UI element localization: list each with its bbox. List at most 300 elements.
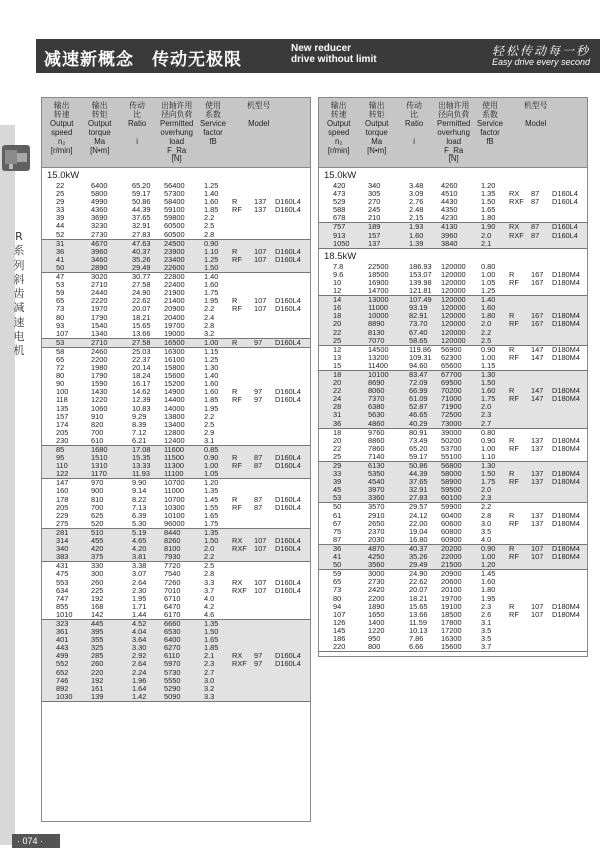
cell-load: 56900 <box>441 344 462 354</box>
model-type: RF <box>232 254 242 264</box>
cell-load: 10700 <box>164 478 185 488</box>
cell-speed: 95 <box>56 453 65 463</box>
cell-torque: 2890 <box>91 262 108 272</box>
model-group <box>319 429 587 462</box>
cell-speed: 22 <box>333 386 342 396</box>
cell-load: 120000 <box>441 303 466 313</box>
cell-torque: 1310 <box>91 461 108 471</box>
cell-service: 1.30 <box>481 369 496 379</box>
cell-torque: 22500 <box>368 261 389 271</box>
cell-load: 13400 <box>164 419 185 429</box>
model-type: RX <box>232 651 243 661</box>
model-type: R <box>509 386 515 396</box>
cell-load: 20100 <box>441 585 462 595</box>
right-spec-table <box>318 97 588 657</box>
cell-service: 2.6 <box>481 609 492 619</box>
cell-service: 1.25 <box>204 254 219 264</box>
model-size: 137 <box>531 435 544 445</box>
cell-speed: 33 <box>333 469 342 479</box>
cell-ratio: 20.07 <box>132 304 151 314</box>
model-size: 107 <box>254 536 267 546</box>
cell-torque: 7070 <box>368 335 385 345</box>
cell-speed: 443 <box>56 643 69 653</box>
cell-service: 3.3 <box>204 691 215 701</box>
model-size: 147 <box>531 352 544 362</box>
cell-service: 1.40 <box>481 295 496 305</box>
table-row <box>319 561 587 569</box>
model-size: 87 <box>531 222 540 232</box>
header-service: 使用 系数 Service factor fB <box>477 101 503 146</box>
header-model: 机型号 Model <box>247 101 271 128</box>
cell-service: 2.4 <box>204 312 215 322</box>
model-size: 137 <box>531 510 544 520</box>
cell-speed: 174 <box>56 419 69 429</box>
cell-load: 59100 <box>164 205 185 215</box>
cell-load: 19000 <box>164 328 185 338</box>
cell-service: 1.65 <box>481 205 496 215</box>
cell-speed: 1030 <box>56 691 73 701</box>
cell-torque: 610 <box>91 435 104 445</box>
cell-torque: 13000 <box>368 295 389 305</box>
cell-speed: 892 <box>56 683 69 693</box>
cell-load: 120000 <box>441 327 466 337</box>
cell-load: 55100 <box>441 451 462 461</box>
motor-code: D160L4 <box>275 651 301 661</box>
model-type: RXF <box>232 585 247 595</box>
cell-torque: 10000 <box>368 311 389 321</box>
cell-speed: 80 <box>56 312 65 322</box>
cell-torque: 14500 <box>368 344 389 354</box>
motor-code: D160L4 <box>275 205 301 215</box>
cell-service: 3.3 <box>204 577 215 587</box>
cell-service: 1.40 <box>204 272 219 282</box>
cell-speed: 107 <box>56 328 69 338</box>
table-row <box>42 264 310 272</box>
motor-code: D160L4 <box>275 246 301 256</box>
cell-torque: 900 <box>91 486 104 496</box>
cell-ratio: 2.30 <box>132 585 147 595</box>
cell-load: 5730 <box>164 667 181 677</box>
cell-ratio: 22.62 <box>132 296 151 306</box>
cell-ratio: 40.37 <box>409 543 428 553</box>
cell-load: 5550 <box>164 675 181 685</box>
motor-code: D180M4 <box>552 552 580 562</box>
table-row <box>42 470 310 478</box>
cell-torque: 810 <box>91 494 104 504</box>
cell-ratio: 18.21 <box>409 593 428 603</box>
cell-service: 1.50 <box>204 627 219 637</box>
cell-load: 5970 <box>164 659 181 669</box>
banner-slogan-en: Easy drive every second <box>491 57 590 67</box>
cell-load: 67700 <box>441 369 462 379</box>
cell-ratio: 37.65 <box>409 477 428 487</box>
cell-load: 6170 <box>164 609 181 619</box>
header-speed: 输出 转速 Output speed n₂ [r/min] <box>327 101 351 155</box>
cell-speed: 58 <box>56 346 65 356</box>
cell-ratio: 22.62 <box>409 577 428 587</box>
cell-service: 2.7 <box>204 667 215 677</box>
cell-service: 2.2 <box>204 411 215 421</box>
cell-speed: 65 <box>56 296 65 306</box>
cell-ratio: 27.83 <box>132 229 151 239</box>
motor-code: D160L4 <box>275 387 301 397</box>
cell-speed: 205 <box>56 427 69 437</box>
cell-service: 1.35 <box>204 486 219 496</box>
cell-ratio: 35.26 <box>409 552 428 562</box>
cell-service: 2.8 <box>204 569 215 579</box>
cell-load: 3840 <box>441 238 458 248</box>
cell-torque: 168 <box>91 601 104 611</box>
model-group <box>42 182 310 240</box>
model-type: RXF <box>232 659 247 669</box>
cell-service: 1.45 <box>481 569 496 579</box>
header-service: 使用 系数 Service factor fB <box>200 101 226 146</box>
cell-service: 2.8 <box>204 229 215 239</box>
cell-service: 1.80 <box>481 311 496 321</box>
cell-ratio: 12.39 <box>132 395 151 405</box>
table-row <box>319 536 587 544</box>
cell-torque: 8890 <box>368 319 385 329</box>
motor-code: D160L4 <box>275 585 301 595</box>
cell-service: 1.65 <box>204 635 219 645</box>
cell-ratio: 47.63 <box>132 238 151 248</box>
cell-torque: 4870 <box>368 543 385 553</box>
cell-speed: 383 <box>56 552 69 562</box>
gear-motor-icon <box>2 145 30 171</box>
cell-service: 2.0 <box>481 485 492 495</box>
cell-torque: 300 <box>91 569 104 579</box>
cell-ratio: 24.90 <box>132 288 151 298</box>
model-size: 167 <box>531 269 544 279</box>
banner-title: 减速新概念 传动无极限 <box>44 50 242 69</box>
cell-service: 3.7 <box>204 585 215 595</box>
cell-speed: 47 <box>56 272 65 282</box>
cell-torque: 260 <box>91 577 104 587</box>
cell-torque: 270 <box>368 197 381 207</box>
cell-torque: 2200 <box>91 354 108 364</box>
motor-code: D160L4 <box>275 536 301 546</box>
cell-ratio: 82.91 <box>409 311 428 321</box>
cell-ratio: 44.39 <box>132 205 151 215</box>
cell-service: 1.00 <box>204 337 219 347</box>
cell-ratio: 7.13 <box>132 502 147 512</box>
cell-speed: 22 <box>333 327 342 337</box>
model-size: 107 <box>531 543 544 553</box>
model-group <box>319 296 587 346</box>
cell-torque: 3000 <box>368 569 385 579</box>
model-type: R <box>232 246 238 256</box>
cell-load: 18500 <box>441 609 462 619</box>
model-type: RF <box>232 205 242 215</box>
cell-ratio: 32.91 <box>409 485 428 495</box>
table-row <box>319 287 587 295</box>
cell-speed: 401 <box>56 635 69 645</box>
cell-ratio: 1.93 <box>409 222 424 232</box>
cell-torque: 800 <box>368 642 381 652</box>
cell-service: 4.0 <box>204 593 215 603</box>
cell-torque: 1430 <box>91 387 108 397</box>
cell-service: 1.25 <box>204 354 219 364</box>
cell-ratio: 73.70 <box>409 319 428 329</box>
cell-service: 1.35 <box>481 189 496 199</box>
cell-service: 0.90 <box>204 453 219 463</box>
cell-torque: 950 <box>368 633 381 643</box>
motor-code: D160L4 <box>275 337 301 347</box>
model-type: RF <box>509 477 519 487</box>
cell-torque: 4250 <box>368 552 385 562</box>
cell-ratio: 1.44 <box>132 609 147 619</box>
cell-service: 0.90 <box>481 543 496 553</box>
cell-torque: 340 <box>368 181 381 190</box>
model-group <box>42 479 310 529</box>
cell-load: 120000 <box>441 319 466 329</box>
cell-ratio: 3.64 <box>132 635 147 645</box>
model-type: RF <box>232 502 242 512</box>
model-size: 87 <box>254 502 263 512</box>
cell-ratio: 20.14 <box>132 363 151 373</box>
cell-load: 53700 <box>441 443 462 453</box>
cell-service: 2.2 <box>481 502 492 512</box>
cell-torque: 2710 <box>91 280 108 290</box>
cell-load: 4230 <box>441 213 458 223</box>
cell-ratio: 3.38 <box>132 561 147 571</box>
cell-load: 14400 <box>164 395 185 405</box>
cell-ratio: 93.19 <box>409 303 428 313</box>
cell-speed: 126 <box>333 617 346 627</box>
cell-service: 2.5 <box>204 561 215 571</box>
cell-service: 2.9 <box>204 427 215 437</box>
cell-ratio: 22.00 <box>409 518 428 528</box>
cell-speed: 186 <box>333 633 346 643</box>
cell-load: 22400 <box>164 280 185 290</box>
cell-speed: 10 <box>333 277 342 287</box>
cell-load: 71000 <box>441 394 462 404</box>
model-size: 87 <box>531 197 540 207</box>
table-row <box>319 362 587 370</box>
motor-code: D160L4 <box>275 461 301 471</box>
table-body <box>42 170 310 702</box>
model-size: 97 <box>254 659 263 669</box>
cell-ratio: 1.71 <box>132 601 147 611</box>
cell-speed: 431 <box>56 561 69 571</box>
cell-torque: 4540 <box>368 477 385 487</box>
cell-service: 2.2 <box>204 304 215 314</box>
cell-ratio: 1.42 <box>132 691 147 701</box>
cell-torque: 700 <box>91 502 104 512</box>
cell-service: 2.2 <box>204 213 215 223</box>
cell-ratio: 35.26 <box>132 254 151 264</box>
cell-torque: 1650 <box>368 609 385 619</box>
cell-ratio: 2.76 <box>409 197 424 207</box>
cell-torque: 1890 <box>368 601 385 611</box>
cell-load: 20900 <box>441 569 462 579</box>
cell-speed: 36 <box>333 543 342 553</box>
cell-load: 19100 <box>441 601 462 611</box>
cell-torque: 3570 <box>368 502 385 512</box>
cell-torque: 16900 <box>368 277 389 287</box>
cell-service: 1.90 <box>481 222 496 232</box>
cell-speed: 678 <box>333 213 346 223</box>
cell-load: 56400 <box>164 181 185 190</box>
cell-speed: 73 <box>56 304 65 314</box>
model-type: R <box>509 269 515 279</box>
cell-load: 4260 <box>441 181 458 190</box>
cell-service: 3.1 <box>204 435 215 445</box>
cell-service: 0.90 <box>481 344 496 354</box>
cell-torque: 6380 <box>368 402 385 412</box>
cell-ratio: 4.04 <box>132 627 147 637</box>
cell-load: 60500 <box>164 221 185 231</box>
cell-ratio: 44.39 <box>409 469 428 479</box>
model-size: 107 <box>254 544 267 554</box>
model-type: RF <box>509 443 519 453</box>
cell-load: 60400 <box>441 510 462 520</box>
cell-speed: 110 <box>56 461 68 471</box>
cell-load: 7260 <box>164 577 181 587</box>
cell-service: 3.5 <box>481 526 492 536</box>
cell-ratio: 17.08 <box>132 445 151 454</box>
model-type: RXF <box>232 544 247 554</box>
cell-load: 20400 <box>164 312 185 322</box>
cell-torque: 7140 <box>368 451 385 461</box>
cell-load: 7930 <box>164 552 181 562</box>
cell-service: 1.60 <box>481 386 496 396</box>
cell-ratio: 13.66 <box>132 328 151 338</box>
cell-service: 1.75 <box>481 477 496 487</box>
cell-load: 20600 <box>441 577 462 587</box>
cell-torque: 1970 <box>91 304 108 314</box>
cell-service: 1.00 <box>481 352 496 362</box>
cell-load: 15600 <box>441 642 462 652</box>
cell-torque: 1170 <box>91 469 107 479</box>
cell-service: 1.10 <box>481 451 496 461</box>
cell-ratio: 50.86 <box>132 197 151 207</box>
cell-service: 0.90 <box>204 238 219 248</box>
cell-ratio: 24.12 <box>409 510 428 520</box>
cell-torque: 1510 <box>91 453 108 463</box>
cell-service: 3.7 <box>481 642 492 652</box>
cell-ratio: 1.96 <box>132 675 147 685</box>
cell-load: 65600 <box>441 360 462 370</box>
model-size: 97 <box>254 651 263 661</box>
left-spec-table <box>41 97 311 822</box>
cell-speed: 757 <box>333 222 346 232</box>
cell-speed: 59 <box>56 288 65 298</box>
model-type: RXF <box>509 197 524 207</box>
cell-service: 1.75 <box>204 518 219 528</box>
model-size: 97 <box>254 337 263 347</box>
cell-torque: 325 <box>91 643 104 653</box>
header-ratio: 传动 比 Ratio i <box>405 101 424 146</box>
cell-service: 0.85 <box>204 445 219 454</box>
cell-speed: 135 <box>56 403 69 413</box>
cell-service: 1.60 <box>204 387 219 397</box>
cell-torque: 2650 <box>368 518 385 528</box>
cell-speed: 80 <box>56 371 65 381</box>
cell-speed: 20 <box>333 435 342 445</box>
cell-service: 0.80 <box>481 427 496 437</box>
model-type: R <box>232 337 238 347</box>
cell-ratio: 10.83 <box>132 403 151 413</box>
cell-speed: 53 <box>56 337 65 347</box>
cell-torque: 2200 <box>368 593 385 603</box>
table-row <box>42 553 310 561</box>
cell-load: 20900 <box>164 304 185 314</box>
cell-service: 2.5 <box>204 221 215 231</box>
cell-load: 3960 <box>441 230 458 240</box>
cell-load: 56800 <box>441 461 462 470</box>
model-group <box>42 273 310 339</box>
cell-torque: 14700 <box>368 286 389 296</box>
cell-load: 60500 <box>164 229 185 239</box>
cell-speed: 24 <box>333 394 342 404</box>
cell-ratio: 109.31 <box>409 352 432 362</box>
cell-speed: 25 <box>56 189 65 199</box>
motor-code: D160L4 <box>275 395 301 405</box>
cell-service: 1.50 <box>481 197 496 207</box>
cell-service: 3.2 <box>204 328 215 338</box>
header-load: 出轴许用 径向负荷 Permitted overhung load F_Ra [N] <box>160 101 194 164</box>
table-row <box>319 643 587 651</box>
cell-load: 60600 <box>441 518 462 528</box>
cell-torque: 2030 <box>368 534 385 544</box>
model-type: RF <box>509 518 519 528</box>
cell-speed: 53 <box>333 493 342 503</box>
cell-load: 24500 <box>164 238 185 248</box>
motor-code: D160L4 <box>275 494 301 504</box>
page-number: · 074 · <box>12 834 60 848</box>
cell-ratio: 37.65 <box>132 213 151 223</box>
cell-ratio: 107.49 <box>409 295 432 305</box>
cell-load: 72500 <box>441 410 462 420</box>
cell-ratio: 7.12 <box>132 427 147 437</box>
cell-ratio: 6.21 <box>132 435 147 445</box>
cell-torque: 510 <box>91 527 104 537</box>
cell-service: 4.6 <box>204 609 215 619</box>
cell-speed: 16 <box>333 303 342 313</box>
cell-service: 1.85 <box>204 643 219 653</box>
cell-ratio: 59.17 <box>132 189 151 199</box>
cell-ratio: 20.07 <box>409 585 428 595</box>
cell-load: 15600 <box>164 371 185 381</box>
cell-service: 1.35 <box>204 527 219 537</box>
cell-speed: 65 <box>56 354 65 364</box>
cell-load: 58900 <box>441 477 462 487</box>
motor-code: D160L4 <box>275 502 301 512</box>
cell-speed: 25 <box>333 451 342 461</box>
cell-service: 1.55 <box>204 502 219 512</box>
motor-code: D180M4 <box>552 543 580 553</box>
model-size: 97 <box>254 395 263 405</box>
cell-service: 2.8 <box>204 320 215 330</box>
cell-ratio: 80.91 <box>409 427 428 437</box>
motor-code: D180M4 <box>552 477 580 487</box>
cell-speed: 634 <box>56 585 69 595</box>
cell-torque: 2710 <box>91 337 108 347</box>
motor-code: D180M4 <box>552 269 580 279</box>
cell-ratio: 121.81 <box>409 286 432 296</box>
motor-code: D180M4 <box>552 510 580 520</box>
cell-load: 120000 <box>441 295 466 305</box>
model-size: 147 <box>531 386 544 396</box>
cell-torque: 220 <box>91 667 104 677</box>
cell-speed: 29 <box>333 461 342 470</box>
cell-load: 15800 <box>164 363 185 373</box>
cell-load: 62300 <box>441 352 462 362</box>
cell-service: 3.2 <box>204 683 215 693</box>
cell-service: 1.15 <box>204 346 219 356</box>
cell-torque: 305 <box>368 189 381 199</box>
